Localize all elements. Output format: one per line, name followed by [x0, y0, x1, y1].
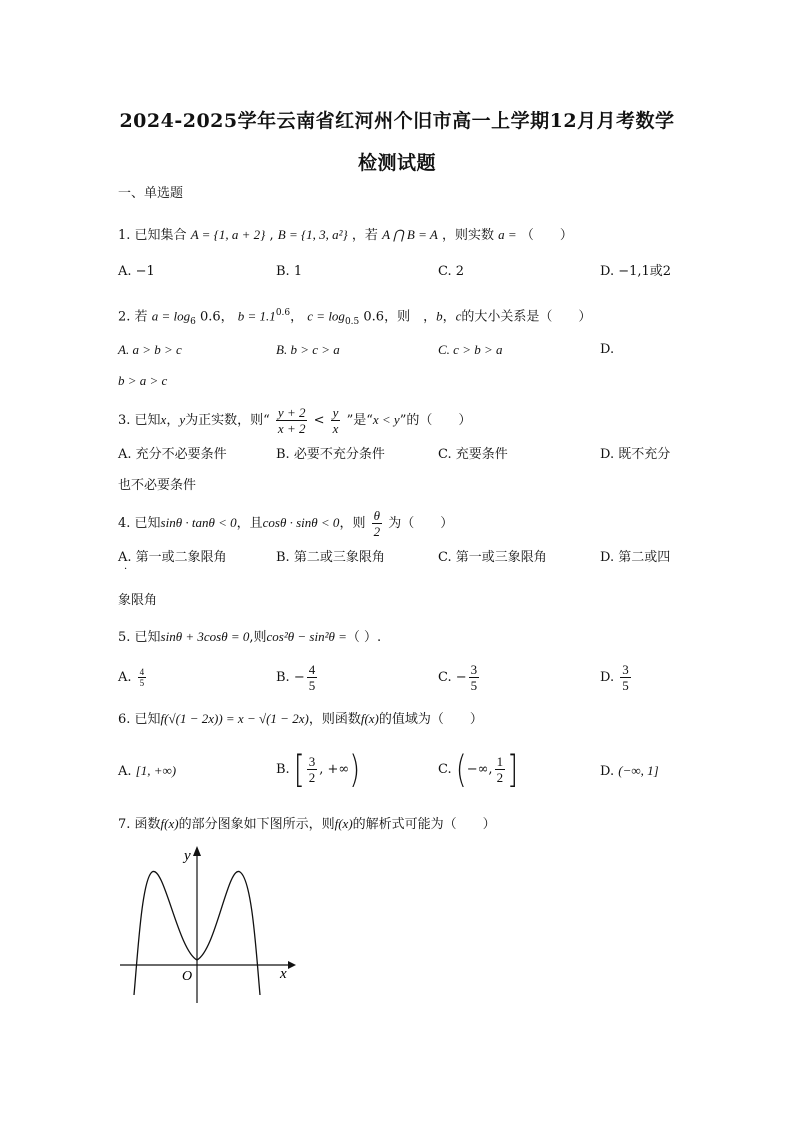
q3-cond: x < y	[372, 412, 400, 427]
q3-lt: <	[313, 413, 325, 428]
q2-a: a = log	[151, 308, 191, 324]
q2-c-tail: 0.6	[363, 309, 385, 325]
q5-option-a	[118, 660, 148, 696]
q5-option-c-num: 3	[470, 662, 478, 677]
q5-option-d-label: D.	[600, 670, 615, 685]
q3-prefix: 3. 已知	[118, 413, 161, 428]
q3-option-b: B. 必要不充分条件	[276, 447, 385, 462]
q7-fx: f(x)	[160, 816, 179, 831]
q6-tail: ，则函数	[308, 712, 361, 727]
question-2: 2. 若 $a = \log_6 0.6$， $b = 1.1^{0.6}$， $c = \log_{0.5} 0.6$，则 ，b，c的大小关系是（ ）	[118, 308, 592, 327]
q5-option-b	[276, 660, 319, 696]
q6-option-a-value: [1, +∞)	[135, 763, 177, 778]
q2-c-base: 0.5	[344, 316, 360, 327]
q6-fx: f(x)	[360, 711, 379, 726]
q2-option-c: C. c > b > a	[438, 342, 503, 357]
q6-option-d	[600, 762, 659, 781]
q6-option-b-rparen: )	[349, 746, 361, 792]
q6-option-c-num: 1	[496, 754, 504, 769]
q4-option-d: D. 第二或四	[600, 550, 671, 565]
section-heading: 一、单选题	[118, 186, 184, 201]
q1-blank: （ ）	[520, 228, 573, 243]
q3-option-d-cont: 也不必要条件	[118, 478, 197, 493]
q4-option-d-cont: 象限角	[118, 593, 158, 608]
q4-option-a-dot: ·	[124, 564, 128, 575]
q3-option-a: A. 充分不必要条件	[118, 447, 227, 462]
q5-option-d-frac	[620, 662, 631, 693]
q3-mid2: ”是“	[346, 413, 373, 428]
q4-option-a: A. 第一或二象限角	[118, 550, 227, 565]
q2-b-var: b	[436, 308, 443, 324]
question-3	[118, 402, 471, 439]
q6-prefix: 6. 已知	[118, 712, 161, 727]
q1-var: a =	[498, 227, 517, 242]
q1-mid: ，若	[351, 228, 378, 243]
q4-option-b: B. 第二或三象限角	[276, 550, 385, 565]
q3-mid: 为正实数，则“	[185, 413, 270, 428]
q6-option-b-den: 2	[308, 770, 316, 785]
q5-option-a-frac	[138, 667, 147, 688]
y-axis-arrow	[193, 846, 201, 856]
x-axis-label: x	[280, 966, 287, 982]
q6-option-a	[118, 762, 176, 781]
question-4	[118, 505, 453, 542]
q2-a-tail: 0.6	[199, 309, 221, 325]
q2-sep: ，	[442, 309, 456, 325]
q6-end: 的值域为（ ）	[378, 712, 483, 727]
q2-option-d-cont: b > a > c	[118, 373, 168, 388]
q5-option-c-sign: −	[455, 670, 467, 685]
q6-option-a-label: A.	[118, 764, 132, 779]
q4-tail: ，则	[339, 516, 366, 531]
q7-fx2: f(x)	[334, 816, 353, 831]
q2-b-exp: 0.6	[275, 308, 291, 318]
q5-option-d-num: 3	[622, 662, 629, 677]
q6-option-c-den: 2	[496, 770, 504, 785]
q6-option-b-label: B.	[276, 762, 290, 777]
q6-option-c-head: −∞,	[466, 762, 493, 777]
q7-end: 的解析式可能为（ ）	[352, 817, 496, 832]
q3-frac1	[276, 405, 308, 436]
q2-a-base: 6	[190, 316, 196, 327]
q6-option-c-frac	[495, 754, 506, 785]
q6-option-c-rbracket: ]	[507, 746, 518, 792]
q6-option-c-lparen: (	[455, 746, 467, 792]
q1-set-a: A = {1, a + 2}	[190, 227, 266, 242]
q2-c: c = log	[307, 308, 345, 324]
question-1: 1. 已知集合 A = {1, a + 2} , B = {1, 3, a²} ，若 A ⋂ B = A ，则实数 a = （ ）	[118, 227, 573, 243]
q5-end: （ ）.	[346, 630, 382, 645]
q3-frac2-num: y	[332, 405, 339, 420]
q4-mid: ，且	[236, 516, 263, 531]
q5-option-a-den: 5	[139, 678, 145, 688]
q5-mid: ,则	[249, 630, 267, 645]
q2-b: b = 1.1	[237, 308, 276, 324]
q7-prefix: 7. 函数	[118, 817, 161, 832]
q5-option-c-label: C.	[438, 670, 452, 685]
x-axis-arrow	[288, 961, 296, 969]
page-title-line2: 检测试题	[357, 152, 436, 174]
q1-option-c: C. 2	[438, 264, 465, 279]
q5-option-a-num: 4	[139, 667, 145, 677]
q2-option-a: A. a > b > c	[118, 342, 182, 357]
q5-option-c-den: 5	[470, 678, 478, 693]
q5-option-c	[438, 660, 481, 696]
q2-option-b: B. b > c > a	[276, 342, 340, 357]
q4-frac-num: θ	[372, 508, 383, 524]
q5-option-a-label: A.	[118, 670, 132, 685]
q6-option-b-num: 3	[308, 754, 316, 769]
q3-comma: ，	[166, 413, 180, 428]
q3-frac2-den: x	[332, 421, 339, 436]
q6-option-d-value: (−∞, 1]	[618, 763, 659, 778]
q1-option-a: A. −1	[118, 264, 155, 279]
question-6	[118, 710, 483, 729]
q5-option-d-den: 5	[622, 678, 629, 693]
q4-option-c: C. 第一或三象限角	[438, 550, 547, 565]
q4-end: 为（ ）	[388, 516, 454, 531]
q1-cond: A ⋂ B = A	[382, 227, 438, 242]
q2-tail: ，则 ，	[384, 309, 437, 325]
q6-option-b	[276, 746, 361, 792]
q4-cond2: cosθ · sinθ < 0	[262, 515, 340, 530]
q7-mid: 的部分图象如下图所示，则	[178, 817, 335, 832]
question-7	[118, 815, 496, 834]
q3-end: ”的（ ）	[399, 413, 472, 428]
q5-option-b-num: 4	[308, 662, 316, 677]
q2-prefix: 2. 若	[118, 309, 148, 325]
q1-set-b: B = {1, 3, a²}	[277, 227, 348, 242]
q1-option-b: B. 1	[276, 264, 303, 279]
q4-cond1: sinθ · tanθ < 0	[160, 515, 237, 530]
q6-option-b-frac	[307, 754, 318, 785]
q4-frac-den: 2	[373, 524, 381, 539]
q5-option-b-frac	[307, 662, 318, 693]
q5-cond: sinθ + 3cosθ = 0	[160, 629, 250, 644]
q6-expr: f(√(1 − 2x)) = x − √(1 − 2x)	[160, 711, 309, 726]
q7-function-graph	[120, 840, 300, 1010]
q1-option-d: D. −1,1或2	[600, 264, 672, 279]
q5-prefix: 5. 已知	[118, 630, 161, 645]
q6-option-d-label: D.	[600, 764, 615, 779]
q1-tail: ，则实数	[442, 228, 495, 243]
q3-frac1-den: x + 2	[277, 421, 306, 436]
q3-frac2	[331, 405, 341, 436]
q6-option-b-tail: , +∞	[319, 762, 350, 777]
q6-option-c-label: C.	[438, 762, 452, 777]
q2-end: 的大小关系是（ ）	[461, 309, 592, 325]
q5-option-d	[600, 660, 633, 696]
q2-c-var: c	[455, 308, 462, 324]
q5-option-b-label: B.	[276, 670, 290, 685]
q5-option-b-den: 5	[308, 678, 316, 693]
q1-prefix: 1. 已知集合	[118, 228, 187, 243]
q2-option-d: D.	[600, 342, 615, 357]
q5-option-b-sign: −	[293, 670, 305, 685]
origin-label: O	[182, 969, 193, 984]
q3-y: y	[179, 412, 186, 427]
y-axis-label: y	[184, 848, 191, 864]
page-title-line1: 2024-2025学年云南省红河州个旧市高一上学期12月月考数学	[119, 110, 675, 132]
q6-option-b-lbracket: [	[293, 746, 305, 792]
q3-frac1-num: y + 2	[277, 405, 306, 420]
q4-prefix: 4. 已知	[118, 516, 161, 531]
q6-option-c	[438, 746, 518, 792]
question-5	[118, 628, 381, 647]
q3-x: x	[160, 412, 167, 427]
q3-option-c: C. 充要条件	[438, 447, 508, 462]
q4-frac	[372, 508, 383, 539]
q3-option-d: D. 既不充分	[600, 447, 671, 462]
q5-option-c-frac	[469, 662, 480, 693]
q5-expr: cos²θ − sin²θ =	[266, 629, 347, 644]
